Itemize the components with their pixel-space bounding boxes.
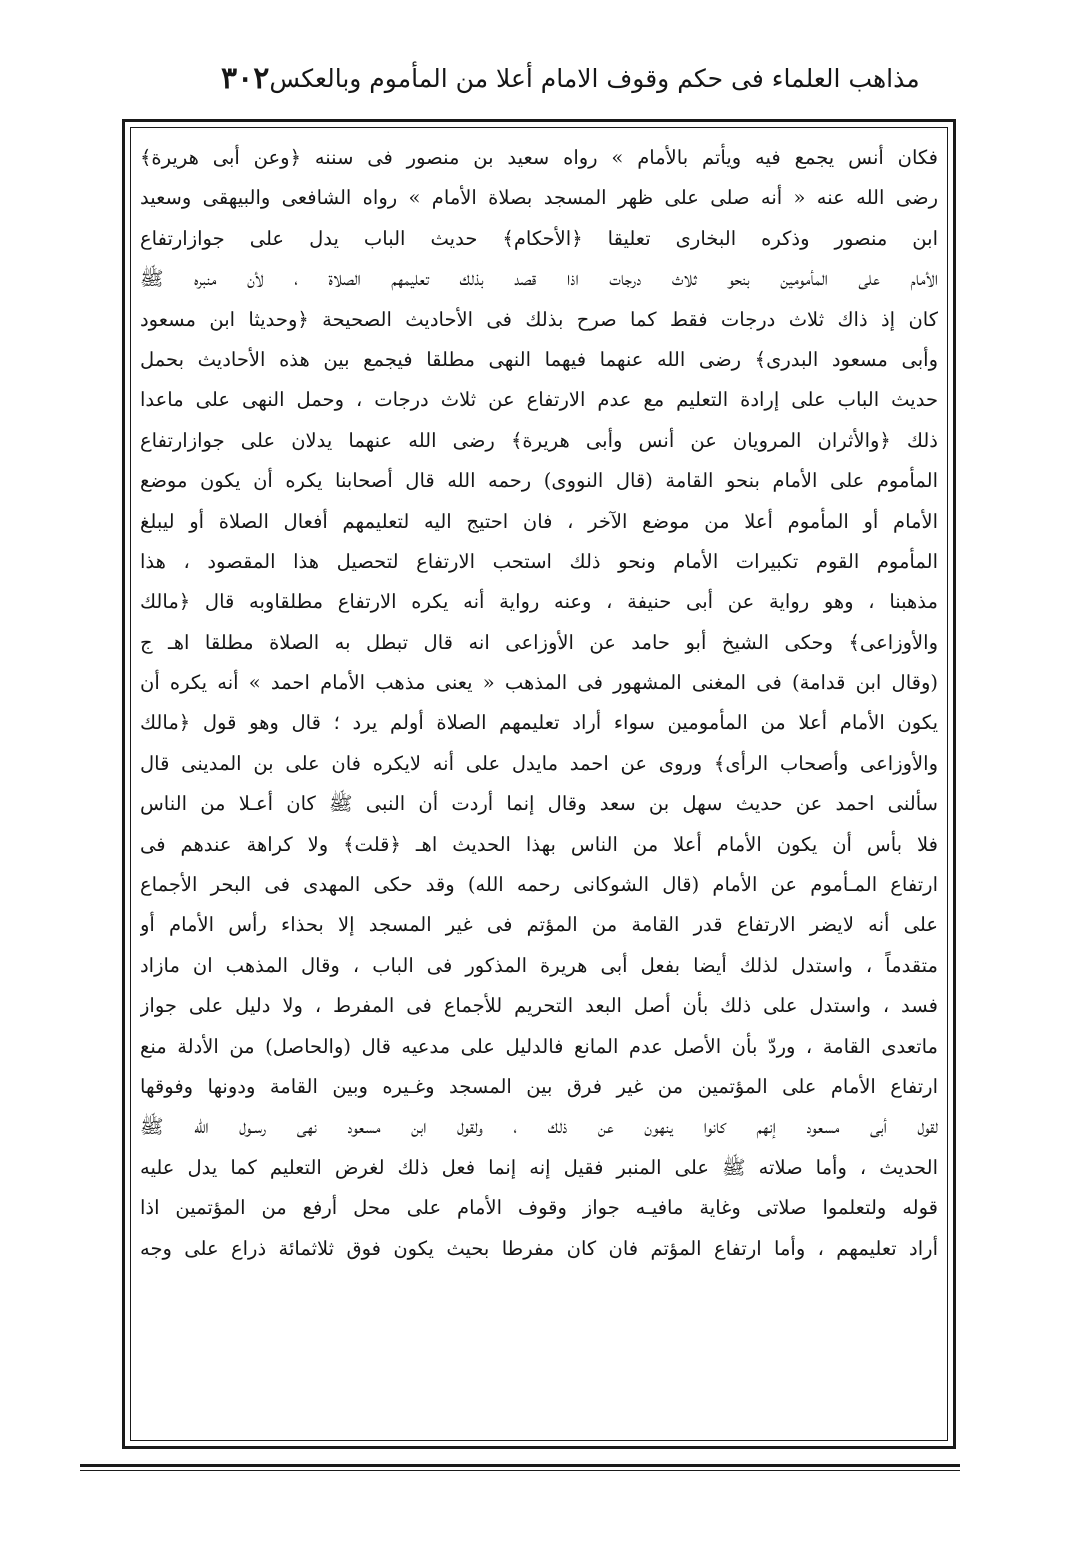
text-line: ذلك ﴿والأثران المرويان عن أنس وأبى هريرة﴾ رضى الله عنهما يدلان على جوازارتفاع (140, 428, 938, 452)
text-line: فلا بأس أن يكون الأمام أعلا من الناس بهذا الحديث اهـ ﴿قلت﴾ ولا كراهة عندهم فى (140, 832, 938, 856)
text-line: الأمام أو المأموم أعلا من موضع الآخر ، فان احتيج اليه لتعليمهم أفعال الصلاة أو ليبلغ (140, 509, 938, 533)
text-line: على أنه لايضر الارتفاع قدر القامة من المؤتم فى غير المسجد إلا بحذاء رأس الأمام أو (140, 913, 938, 937)
footer-rule-thin (80, 1470, 960, 1471)
text-line: يكون الأمام أعلا من المأمومين سواء أراد تعليمهم الصلاة أولم يرد ؛ قال وهو قول ﴿مالك (140, 711, 938, 735)
text-line: متقدماً ، واستدل لذلك أيضا بفعل أبى هريرة المذكور فى الباب ، وقال المذهب ان مازاد (140, 953, 938, 977)
text-line: (وقال ابن قدامة) فى المغنى المشهور فى المذهب « يعنى مذهب الأمام احمد » أنه يكره أن (140, 671, 938, 695)
text-line: ابن منصور وذكره البخارى تعليقا ﴿الأحكام﴾ حديث الباب يدل على جوازارتفاع (140, 226, 938, 250)
text-line: لقول أبى مسعود إنهم كانوا ينهون عن ذلك ، ولقول ابن مسعود نهى رسـول الله ﷺ (140, 1115, 938, 1139)
body-text (140, 138, 938, 1433)
text-line: ارتفاع المـأموم عن الأمام (قال الشوكانى رحمه الله) وقد حكى المهدى فى البحر الأجماع (140, 873, 938, 897)
text-line: فسد ، واستدل على ذلك بأن أصل البعد التحريم للأجماع فى المفرط ، ولا دليل على جواز (140, 994, 938, 1018)
page-number: ٣٠٢ (221, 60, 270, 96)
text-line: حديث الباب على إرادة التعليم مع عدم الارتفاع عن ثلاث درجات ، وحمل النهى على ماعدا (140, 388, 938, 412)
text-line: مذهبنا ، وهو رواية عن أبى حنيفة ، وعنه رواية أنه يكره الارتفاع مطلقاوبه قال ﴿مالك (140, 590, 938, 614)
text-line: ماتعدى القامة ، وردّ بأن الأصل عدم المانع فالدليل على مدعيه قال (والحاصل) من الأدلة منع (140, 1034, 938, 1058)
text-line: سألنى احمد عن حديث سهل بن سعد وقال إنما أردت أن النبى ﷺ كان أعـلا من الناس (140, 792, 938, 816)
text-line: أراد تعليمهم ، وأما ارتفاع المؤتم فان كان مفرطا بحيث يكون فوق ثلاثمائة ذراع على وجه (140, 1236, 938, 1260)
running-title: مذاهب العلماء فى حكم وقوف الامام أعلا من المأموم وبالعكس (269, 63, 920, 93)
text-line: الحديث ، وأما صلاته ﷺ على المنبر فقيل إنه إنما فعل ذلك لغرض التعليم كما يدل عليه (140, 1155, 938, 1179)
text-line: رضى الله عنه « أنه صلى على ظهر المسجد بصلاة الأمام » رواه الشافعى والبيهقى وسعيد (140, 186, 938, 210)
page-header (195, 52, 920, 104)
text-line: كان إذ ذاك ثلاث درجات فقط كما صرح بذلك فى الأحاديث الصحيحة ﴿وحديثا ابن مسعود (140, 307, 938, 331)
text-line: الأمام على المأمومين بنحو ثلاث درجات اذا قصد بذلك تعليمهم الصلاة ، لأن منبره ﷺ (140, 267, 938, 291)
text-line: ارتفاع الأمام على المؤتمين من غير فرق بين المسجد وغـيره وبين القامة ودونها وفوقها (140, 1074, 938, 1098)
text-line: وأبى مسعود البدرى﴾ رضى الله عنهما فيهما النهى مطلقا فيجمع بين هذه الأحاديث بحمل (140, 347, 938, 371)
text-line: المأموم القوم تكبيرات الأمام ونحو ذلك استحب الارتفاع لتحصيل هذا المقصود ، هذا (140, 549, 938, 573)
text-line: قوله ولتعلموا صلاتى وغاية مافيـه جواز وقوف الأمام على محل أرفع من المؤتمين اذا (140, 1196, 938, 1220)
text-line: والأوزاعى وأصحاب الرأى﴾ وروى عن احمد مايدل على أنه لايكره فان على بن المدينى قال (140, 751, 938, 775)
text-line: فكان أنس يجمع فيه ويأتم بالأمام » رواه سعيد بن منصور فى سننه ﴿وعن أبى هريرة﴾ (140, 146, 938, 169)
footer-rule (80, 1464, 960, 1467)
text-line: المأموم على الأمام بنحو القامة (قال النووى) رحمه الله قال أصحابنا يكره أن يكون موضع (140, 469, 938, 493)
text-line: والأوزاعى﴾ وحكى الشيخ أبو حامد عن الأوزاعى انه قال تبطل به الصلاة مطلقا اهـ ج (140, 630, 938, 654)
